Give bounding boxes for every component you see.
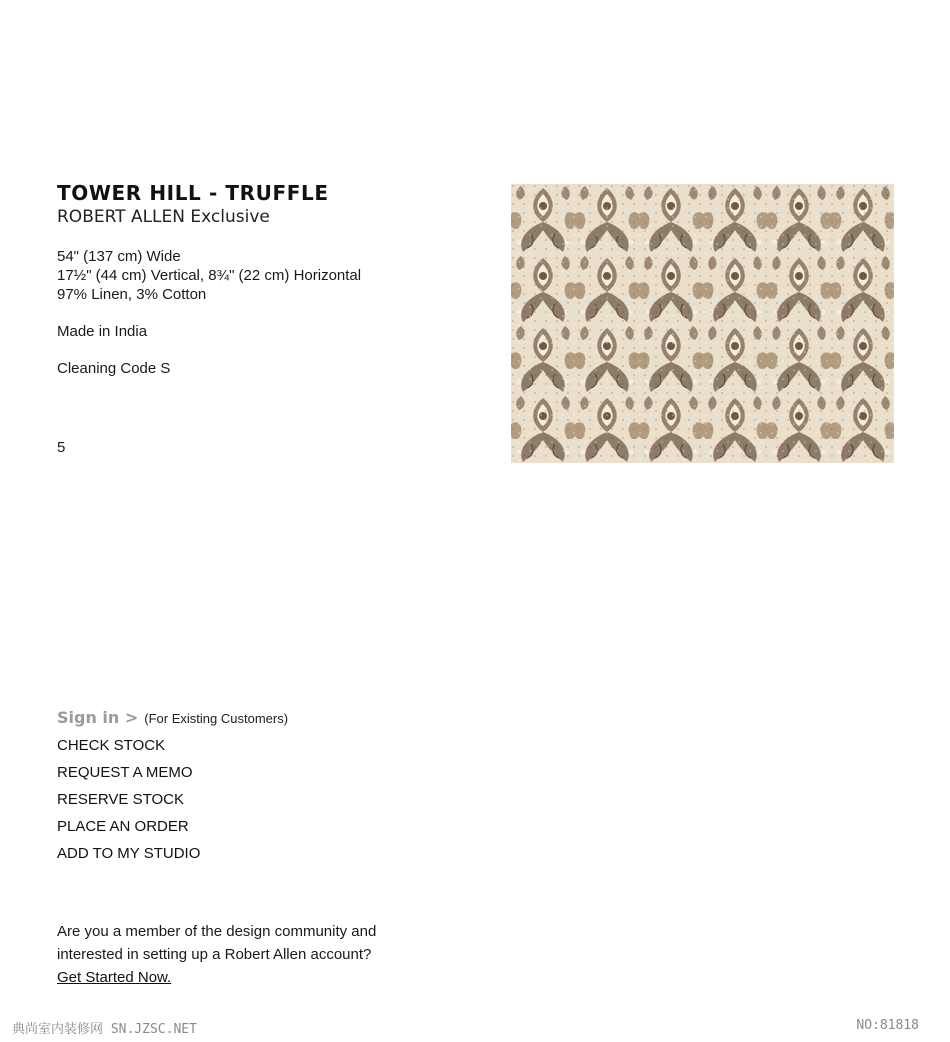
request-memo-link[interactable]: REQUEST A MEMO [57, 764, 193, 781]
watermark-left: 典尚室内装修网 SN.JZSC.NET [12, 1022, 197, 1037]
signin-note: (For Existing Customers) [144, 711, 289, 726]
spec-repeat: 17½" (44 cm) Vertical, 8¾" (22 cm) Horizontal [57, 267, 362, 284]
place-order-link[interactable]: PLACE AN ORDER [57, 818, 189, 835]
signin-link[interactable]: Sign in > [57, 708, 139, 727]
add-to-studio-link[interactable]: ADD TO MY STUDIO [57, 845, 201, 862]
spec-origin: Made in India [57, 323, 148, 340]
promo-line-1: Are you a member of the design community and [57, 923, 377, 940]
damask-pattern-icon [511, 184, 894, 463]
get-started-link[interactable]: Get Started Now. [57, 969, 172, 986]
reserve-stock-link[interactable]: RESERVE STOCK [57, 791, 184, 808]
spec-cleaning: Cleaning Code S [57, 360, 171, 377]
spec-number: 5 [57, 439, 66, 456]
spec-content: 97% Linen, 3% Cotton [57, 286, 207, 303]
watermark-right: NO:81818 [856, 1018, 919, 1033]
fabric-swatch-image [511, 184, 894, 463]
spec-width: 54" (137 cm) Wide [57, 248, 181, 265]
product-title: TOWER HILL - TRUFFLE [57, 181, 329, 205]
promo-line-2: interested in setting up a Robert Allen account? [57, 946, 372, 963]
signin-row [57, 708, 288, 728]
check-stock-link[interactable]: CHECK STOCK [57, 737, 166, 754]
product-subtitle: ROBERT ALLEN Exclusive [57, 207, 270, 227]
